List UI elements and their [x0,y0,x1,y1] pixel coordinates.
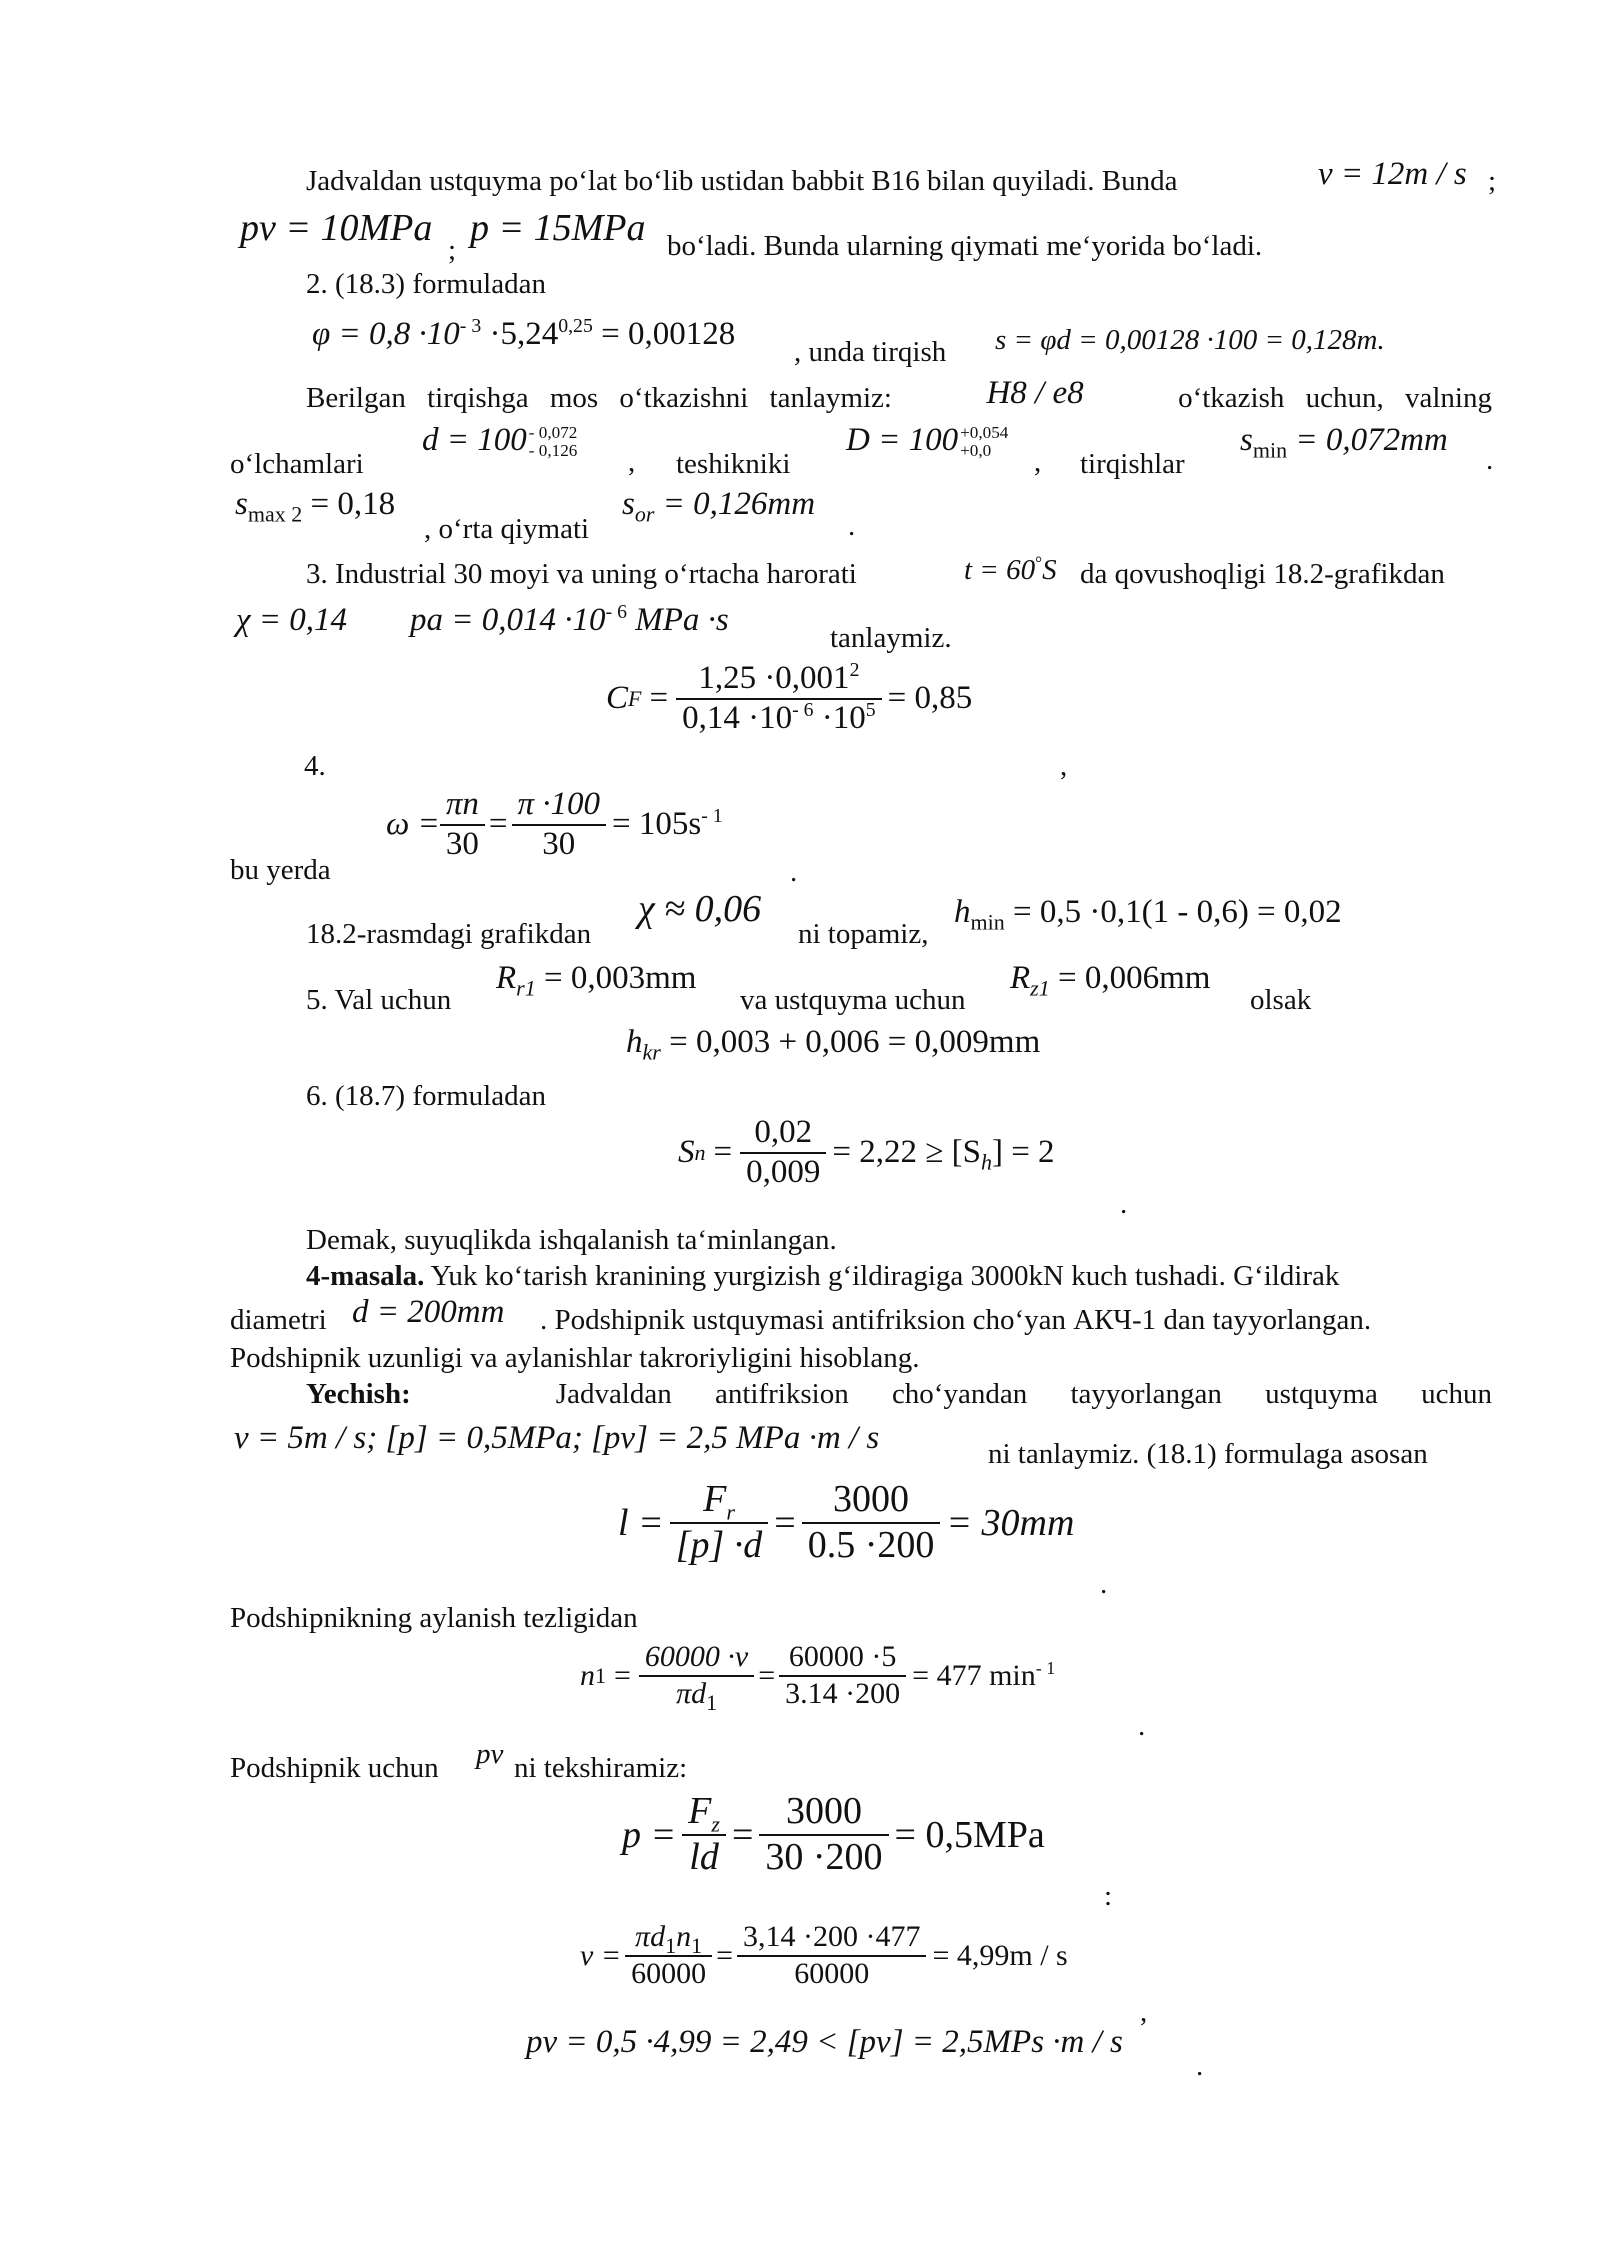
text: ni topamiz, [798,918,929,950]
text: tirqishlar [1080,448,1185,480]
formula-n1: n 1 = $\frac{60000 \cdot v}{\pi d_1}$ = $\frac{60000 \cdot 5}{3.14 \cdot 200}$ = 477 $\min^{- 1}$ [580,1640,1056,1715]
text: 5. Val uchun [306,984,452,1016]
heading: Yechish: [306,1378,411,1410]
formula: pa = $0,014 \cdot 10^{- 6}$ MPa ·s [410,601,729,638]
formula: v = 12m / s [1318,156,1467,192]
text: , [1140,1996,1148,2028]
formula: $R_{r1} = 0,003mm$ [496,960,697,1001]
formula: p = 15MPa [470,207,646,249]
formula: $R_{z1} = 0,006mm$ [1010,960,1211,1001]
formula-l: l = $\frac{F_r}{[p] \cdot d}$ = $\frac{3000}{0.5 \cdot 200}$ = 30mm [618,1478,1075,1566]
formula: $h_{min} = 0,5 \cdot 0,1(1 - 0,6) = 0,02$ [954,894,1342,935]
formula: d = 200mm [352,1294,505,1330]
formula: pv = 0,5 ·4,99 = 2,49 < [pv] = 2,5MPs ·m / s [526,2024,1123,2060]
text: Podshipnik uzunligi va aylanishlar takroriyligini hisoblang. [230,1342,920,1374]
formula: $\varphi = 0,8 \cdot 10^{- 3} \cdot 5,24^{0,25} = 0,00128$ [312,315,736,352]
text: , [1060,750,1068,782]
para-line [306,1262,1339,1291]
text: . [848,510,856,542]
formula: t = 60°S [964,552,1057,586]
text: 6. (18.7) formuladan [306,1080,546,1112]
text: teshikniki [676,448,791,480]
para-line [306,167,1178,196]
text: , unda tirqish [794,336,947,368]
text: . [1486,444,1494,476]
text: ni tekshiramiz: [514,1752,688,1784]
formula: D = 100 +0,054 +0,0 [846,422,1009,461]
text: 4. [304,750,326,782]
text: , [628,446,636,478]
formula: $s_{min} = 0,072mm$ [1240,422,1448,463]
text: Jadvaldan ustquyma po‘lat bo‘lib ustidan babbit B16 bilan quyiladi. Bunda [306,165,1178,197]
text: bo‘ladi. Bunda ularning qiymati me‘yorida bo‘ladi. [667,230,1263,262]
text: ; [448,234,457,266]
formula: χ = 0,14 [236,602,348,638]
text: , o‘rta qiymati [424,513,590,545]
formula-sn: S n = $\frac{0,02}{0,009}$ = $2,22 \ge [S_h] = 2$ [678,1114,1055,1190]
formula: pv [476,1738,504,1770]
para-line [306,375,1492,414]
text: diametri [230,1304,327,1336]
formula: d = 100 - 0,072 - 0,126 [422,422,578,461]
text: Yuk ko‘tarish kranining yurgizish g‘ildiragiga 3000kN kuch tushadi. G‘ildirak [430,1260,1340,1292]
formula: H8 / e8 [986,375,1084,411]
text: . Podshipnik ustquymasi antifriksion cho‘yan АКЧ-1 dan tayyorlangan. [540,1304,1372,1336]
formula: v = 5m / s; [p] = 0,5MPa; [pv] = 2,5 MPa ·m / s [234,1420,880,1456]
formula: $s_{max 2} = 0,18$ [235,486,396,527]
text: o‘tkazish uchun, valning [1178,382,1492,414]
text: ; [1488,165,1497,197]
text: va ustquyma uchun [740,984,966,1016]
text: . [1138,1710,1146,1742]
formula: pv = 10MPa [240,207,433,249]
text: o‘lchamlari [230,448,364,480]
text: . [1196,2050,1204,2082]
text: bu yerda [230,854,331,886]
formula: $h_{kr} = 0,003 + 0,006 = 0,009mm$ [626,1024,1041,1065]
formula: χ ≈ 0,06 [638,888,762,930]
text: 3. Industrial 30 moyi va uning o‘rtacha harorati [306,558,857,590]
text: Berilgan tirqishga mos o‘tkazishni tanlaymiz: [306,382,892,414]
text: olsak [1250,984,1312,1016]
formula: $s_{or} = 0,126mm$ [622,486,816,527]
text: . [1100,1568,1108,1600]
text: . [790,856,798,888]
formula: s = φd = 0,00128 ·100 = 0,128m. [995,324,1385,356]
text: da qovushoqligi 18.2-grafikdan [1080,558,1445,590]
formula-v: v = $\frac{\pi d_1n_1}{60000}$ = $\frac{3,14 \cdot 200 \cdot 477}{60000}$ = 4,99m / s [580,1920,1068,1990]
text: 2. (18.3) formuladan [306,268,546,300]
text: Podshipnikning aylanish tezligidan [230,1602,638,1634]
text: . [1120,1188,1128,1220]
text: Podshipnik uchun [230,1752,439,1784]
heading: 4-masala. [306,1260,425,1292]
text: tanlaymiz. [830,622,952,654]
text: Jadvaldan antifriksion cho‘yandan tayyorlangan ustquyma uchun [555,1378,1492,1410]
formula-omega: ω = $\frac{\pi n}{30}$ = $\frac{\pi \cdot 100}{30}$ = $105s^{- 1}$ [386,786,723,862]
formula-cf: C F = $\frac{1,25 \cdot 0,001^2}{0,14 \cdot 10^{- 6} \cdot 10^5}$ = 0,85 [606,659,973,736]
text: , [1034,446,1042,478]
text: ni tanlaymiz. (18.1) formulaga asosan [988,1438,1428,1470]
text: : [1104,1880,1113,1912]
para-line [306,1380,1492,1409]
text: Demak, suyuqlikda ishqalanish ta‘minlangan. [306,1224,837,1256]
text: 18.2-rasmdagi grafikdan [306,918,592,950]
formula-p: p = $\frac{F_z}{ld}$ = $\frac{3000}{30 \cdot 200}$ = 0,5MPa [622,1790,1045,1878]
